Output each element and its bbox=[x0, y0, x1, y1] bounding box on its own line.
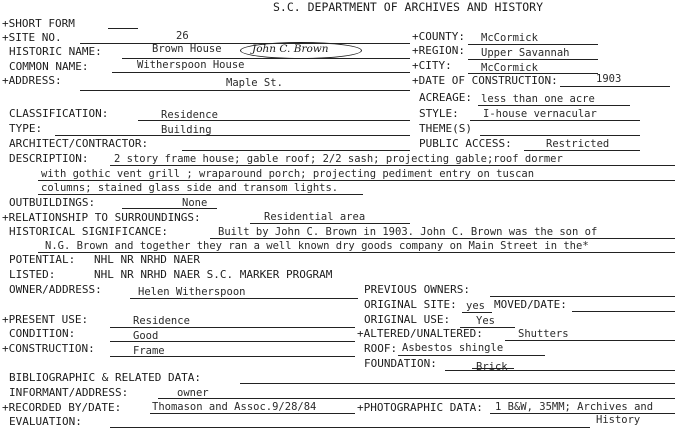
description-line-1: 2 story frame house; gable roof; 2/2 sash; projecting gable;roof dormer bbox=[114, 153, 563, 165]
construction-line bbox=[110, 356, 355, 357]
historical-significance-line-1: Built by John C. Brown in 1903. John C. Brown was the son of bbox=[218, 226, 598, 238]
city-value: McCormick bbox=[481, 62, 538, 74]
region-label: +REGION: bbox=[412, 44, 465, 57]
style-value: I-house vernacular bbox=[483, 108, 597, 120]
altered-line bbox=[505, 340, 675, 341]
informant-line bbox=[158, 398, 675, 399]
county-line bbox=[468, 44, 598, 45]
date-of-construction-line bbox=[560, 86, 670, 87]
original-use-value: Yes bbox=[476, 315, 495, 327]
altered-value: Shutters bbox=[518, 328, 569, 340]
foundation-line bbox=[445, 370, 675, 371]
historical-significance-line-2: N.G. Brown and together they ran a well known dry goods company on Main Street in the* bbox=[45, 240, 589, 252]
moved-date-line bbox=[572, 311, 675, 312]
condition-label: CONDITION: bbox=[9, 327, 76, 340]
recorded-by-line bbox=[150, 413, 355, 414]
relationship-line bbox=[250, 223, 410, 224]
outbuildings-line bbox=[122, 208, 217, 209]
recorded-by-label: +RECORDED BY/DATE: bbox=[2, 401, 122, 414]
original-use-label: ORIGINAL USE: bbox=[364, 313, 451, 326]
short-form-label: +SHORT FORM bbox=[2, 17, 75, 30]
classification-label: CLASSIFICATION: bbox=[9, 107, 109, 120]
bibliographic-line bbox=[240, 383, 675, 384]
potential-label: POTENTIAL: bbox=[9, 253, 76, 266]
outbuildings-label: OUTBUILDINGS: bbox=[9, 196, 96, 209]
foundation-value: Brick bbox=[476, 361, 508, 373]
description-rule-1 bbox=[110, 165, 675, 166]
address-line bbox=[80, 90, 410, 91]
informant-label: INFORMANT/ADDRESS: bbox=[9, 386, 129, 399]
site-no-label: +SITE NO. bbox=[2, 31, 62, 44]
evaluation-label: EVALUATION: bbox=[9, 415, 82, 428]
short-form-line bbox=[108, 28, 138, 29]
evaluation-line bbox=[110, 427, 590, 428]
bibliographic-label: BIBLIOGRAPHIC & RELATED DATA: bbox=[9, 371, 202, 384]
original-site-value: yes bbox=[466, 300, 485, 312]
outbuildings-value: None bbox=[182, 197, 208, 209]
address-value: Maple St. bbox=[226, 77, 283, 89]
date-of-construction-label: +DATE OF CONSTRUCTION: bbox=[412, 74, 558, 87]
site-no-line bbox=[80, 43, 410, 44]
classification-value: Residence bbox=[161, 109, 218, 121]
potential-codes: NHL NR NRHD NAER bbox=[94, 253, 200, 266]
relationship-value: Residential area bbox=[264, 211, 366, 223]
themes-label: THEME(S) bbox=[419, 122, 472, 135]
description-line-3: columns; stained glass side and transom lights. bbox=[41, 182, 339, 194]
historic-name-handwritten: John C. Brown bbox=[252, 43, 329, 55]
common-name-value: Witherspoon House bbox=[137, 59, 245, 71]
photographic-data-line-1: 1 B&W, 35MM; Archives and bbox=[495, 401, 654, 413]
acreage-label: ACREAGE: bbox=[419, 91, 472, 104]
architect-line bbox=[182, 150, 410, 151]
owner-address-value: Helen Witherspoon bbox=[138, 286, 246, 298]
county-label: +COUNTY: bbox=[412, 30, 465, 43]
roof-line bbox=[398, 355, 545, 356]
public-access-line bbox=[524, 150, 640, 151]
condition-line bbox=[110, 341, 355, 342]
original-site-label: ORIGINAL SITE: bbox=[364, 298, 457, 311]
roof-label: ROOF: bbox=[364, 342, 398, 355]
original-site-line bbox=[462, 312, 492, 313]
description-line-2: with gothic vent grill ; wraparound porch; projecting pediment entry on tuscan bbox=[41, 168, 535, 180]
region-value: Upper Savannah bbox=[481, 47, 570, 59]
informant-value: owner bbox=[177, 387, 209, 399]
condition-value: Good bbox=[133, 330, 159, 342]
construction-label: +CONSTRUCTION: bbox=[2, 342, 95, 355]
altered-label: +ALTERED/UNALTERED: bbox=[357, 327, 483, 340]
listed-codes: NHL NR NRHD NAER S.C. MARKER PROGRAM bbox=[94, 268, 333, 281]
recorded-by-value: Thomason and Assoc.9/28/84 bbox=[152, 401, 317, 413]
region-line bbox=[468, 59, 598, 60]
acreage-value: less than one acre bbox=[481, 93, 595, 105]
date-of-construction-value: 1903 bbox=[596, 73, 622, 85]
page-title: S.C. DEPARTMENT OF ARCHIVES AND HISTORY bbox=[273, 0, 544, 14]
city-label: +CITY: bbox=[412, 59, 452, 72]
foundation-strike bbox=[472, 368, 514, 369]
county-value: McCormick bbox=[481, 32, 538, 44]
photographic-data-label: +PHOTOGRAPHIC DATA: bbox=[357, 401, 483, 414]
acreage-line bbox=[478, 105, 630, 106]
previous-owners-label: PREVIOUS OWNERS: bbox=[364, 283, 470, 296]
common-name-label: COMMON NAME: bbox=[9, 60, 89, 73]
present-use-label: +PRESENT USE: bbox=[2, 313, 89, 326]
present-use-line bbox=[110, 327, 355, 328]
listed-label: LISTED: bbox=[9, 268, 56, 281]
style-line bbox=[470, 120, 640, 121]
description-label: DESCRIPTION: bbox=[9, 152, 89, 165]
public-access-value: Restricted bbox=[546, 138, 610, 150]
relationship-label: +RELATIONSHIP TO SURROUNDINGS: bbox=[2, 211, 201, 224]
owner-address-line bbox=[130, 298, 358, 299]
photographic-data-line-2: History bbox=[596, 414, 641, 426]
foundation-label: FOUNDATION: bbox=[364, 357, 437, 370]
description-rule-2 bbox=[38, 180, 675, 181]
architect-label: ARCHITECT/CONTRACTOR: bbox=[9, 137, 149, 150]
historical-significance-label: HISTORICAL SIGNIFICANCE: bbox=[9, 225, 168, 238]
public-access-label: PUBLIC ACCESS: bbox=[419, 137, 512, 150]
style-label: STYLE: bbox=[419, 107, 459, 120]
historic-name-label: HISTORIC NAME: bbox=[9, 45, 102, 58]
common-name-line bbox=[112, 72, 410, 73]
previous-owners-line bbox=[490, 296, 675, 297]
site-no-value: 26 bbox=[176, 30, 189, 42]
historic-name-value: Brown House bbox=[152, 43, 222, 55]
description-rule-3 bbox=[38, 194, 363, 195]
moved-date-label: MOVED/DATE: bbox=[494, 298, 567, 311]
classification-line bbox=[138, 120, 410, 121]
present-use-value: Residence bbox=[133, 315, 190, 327]
owner-address-label: OWNER/ADDRESS: bbox=[9, 283, 102, 296]
photographic-data-rule bbox=[490, 413, 675, 414]
address-label: +ADDRESS: bbox=[2, 74, 62, 87]
type-label: TYPE: bbox=[9, 122, 43, 135]
historical-significance-rule-1 bbox=[210, 238, 675, 239]
themes-line bbox=[480, 135, 640, 136]
roof-value: Asbestos shingle bbox=[402, 342, 504, 354]
type-line bbox=[55, 135, 410, 136]
type-value: Building bbox=[161, 124, 212, 136]
construction-value: Frame bbox=[133, 345, 165, 357]
